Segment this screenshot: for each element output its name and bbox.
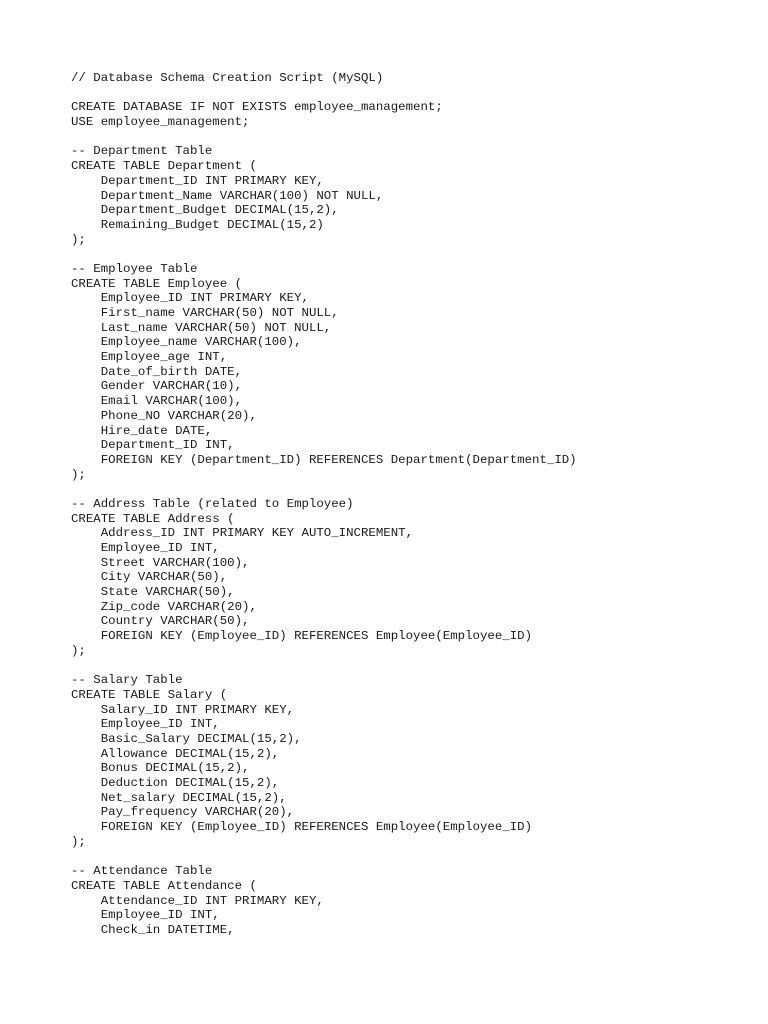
- comment-line: -- Employee Table: [71, 261, 198, 276]
- close-paren-line: );: [71, 232, 86, 247]
- column-definition-line: City VARCHAR(50),: [71, 570, 228, 585]
- comment-line: -- Address Table (related to Employee): [71, 496, 354, 511]
- blank-line: [71, 247, 577, 262]
- column-definition-line: Remaining_Budget DECIMAL(15,2): [71, 217, 324, 232]
- column-definition-line: Country VARCHAR(50),: [71, 614, 250, 629]
- column-definition-line: Department_ID INT PRIMARY KEY,: [71, 173, 324, 188]
- create-table-line: CREATE TABLE Salary (: [71, 687, 228, 702]
- column-definition-line: Salary_ID INT PRIMARY KEY,: [71, 702, 295, 717]
- column-definition-line: Employee_age INT,: [71, 350, 228, 365]
- foreign-key-line: FOREIGN KEY (Employee_ID) REFERENCES Employee(Employee_ID): [71, 820, 533, 835]
- comment-line: // Database Schema Creation Script (MySQL): [71, 71, 384, 85]
- column-definition-line: Street VARCHAR(100),: [71, 555, 250, 570]
- column-definition-line: Date_of_birth DATE,: [71, 364, 243, 379]
- column-definition-line: Bonus DECIMAL(15,2),: [71, 761, 250, 776]
- column-definition-line: Employee_ID INT,: [71, 541, 220, 555]
- create-table-line: CREATE TABLE Department (: [71, 159, 257, 174]
- column-definition-line: Pay_frequency VARCHAR(20),: [71, 805, 295, 820]
- blank-line: [71, 130, 577, 145]
- create-table-line: CREATE TABLE Employee (: [71, 276, 243, 291]
- comment-line: -- Salary Table: [71, 673, 183, 688]
- column-definition-line: Address_ID INT PRIMARY KEY AUTO_INCREMENT,: [71, 526, 414, 541]
- column-definition-line: Phone_NO VARCHAR(20),: [71, 408, 257, 423]
- blank-line: [71, 482, 577, 497]
- foreign-key-line: FOREIGN KEY (Department_ID) REFERENCES Department(Department_ID): [71, 452, 577, 467]
- comment-line: -- Attendance Table: [71, 864, 213, 879]
- blank-line: [71, 849, 577, 864]
- column-definition-line: Gender VARCHAR(10),: [71, 379, 243, 394]
- column-definition-line: Email VARCHAR(100),: [71, 394, 243, 409]
- column-definition-line: Allowance DECIMAL(15,2),: [71, 746, 280, 761]
- column-definition-line: Last_name VARCHAR(50) NOT NULL,: [71, 320, 332, 335]
- column-definition-line: Employee_ID INT,: [71, 717, 220, 732]
- column-definition-line: Employee_ID INT PRIMARY KEY,: [71, 291, 309, 306]
- create-table-line: CREATE TABLE Address (: [71, 511, 235, 526]
- create-database-line: CREATE DATABASE IF NOT EXISTS employee_management;: [71, 100, 443, 115]
- close-paren-line: );: [71, 643, 86, 658]
- column-definition-line: Employee_ID INT,: [71, 908, 220, 923]
- column-definition-line: Net_salary DECIMAL(15,2),: [71, 790, 287, 805]
- close-paren-line: );: [71, 467, 86, 482]
- comment-line: -- Department Table: [71, 144, 213, 159]
- create-table-line: CREATE TABLE Attendance (: [71, 878, 257, 893]
- use-database-line: USE employee_management;: [71, 115, 250, 130]
- column-definition-line: State VARCHAR(50),: [71, 585, 235, 600]
- blank-line: [71, 86, 577, 101]
- column-definition-line: First_name VARCHAR(50) NOT NULL,: [71, 306, 339, 320]
- close-paren-line: );: [71, 834, 86, 849]
- column-definition-line: Employee_name VARCHAR(100),: [71, 335, 302, 350]
- column-definition-line: Deduction DECIMAL(15,2),: [71, 776, 280, 790]
- foreign-key-line: FOREIGN KEY (Employee_ID) REFERENCES Employee(Employee_ID): [71, 629, 533, 644]
- column-definition-line: Attendance_ID INT PRIMARY KEY,: [71, 893, 324, 908]
- column-definition-line: Hire_date DATE,: [71, 423, 213, 438]
- column-definition-line: Zip_code VARCHAR(20),: [71, 599, 257, 614]
- column-definition-line: Check_in DATETIME,: [71, 922, 235, 937]
- column-definition-line: Department_Name VARCHAR(100) NOT NULL,: [71, 188, 384, 203]
- column-definition-line: Department_Budget DECIMAL(15,2),: [71, 203, 339, 218]
- blank-line: [71, 659, 577, 674]
- column-definition-line: Basic_Salary DECIMAL(15,2),: [71, 731, 302, 746]
- sql-script-body: [71, 71, 577, 938]
- column-definition-line: Department_ID INT,: [71, 438, 235, 453]
